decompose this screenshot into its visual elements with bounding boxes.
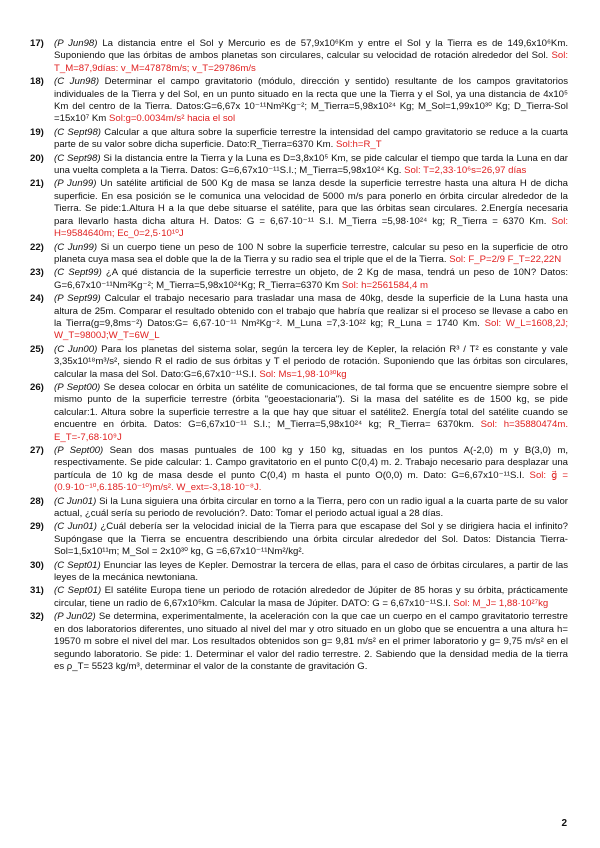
exercise-number: 28) [30,495,44,507]
exam-tag: (C Jun99) [54,241,98,253]
exam-tag: (C Sept99) [54,267,102,279]
solution-text: Sol: H=9584640m; Ec_0=2,5·10¹⁰J [54,215,569,240]
exam-tag: (C Sept98) [54,126,102,138]
exam-tag: (C Sept98) [54,152,101,164]
exercise-number: 19) [30,126,44,138]
exercise-item [30,178,568,240]
exercise-item [30,496,568,521]
exercise-text [54,293,568,343]
solution-text: Sol: h=2561584,4 m [341,279,429,291]
solution-text: Sol:h=R_T [336,139,382,151]
exam-tag: (P Jun98) [54,38,98,49]
exercise-item [30,521,568,558]
solution-text: Sol: M_J= 1,88·10²⁷kg [453,597,549,609]
exercise-statement: Calcular el trabajo necesario para trasladar una masa de 40kg, desde la superficie de la Luna hasta una altura de 25m. Comparar el resultado obtenido con el trabajo que habría que realizar si el proceso se llevase a cabo en la Tierra(g=9,8ms⁻²) Datos:G= 6,67·10⁻¹¹ Nm²Kg⁻². M_Luna =7,3·10²² kg; R_Luna = 1740 Km. [54,293,568,329]
exercise-number: 20) [30,152,44,164]
exercise-statement: Sean dos masas puntuales de 100 kg y 150 kg, situadas en los puntos A(-2,0) m y B(3,0) m, respectivamente. Se pide calcular: 1. Campo gravitatorio en el punto C(0,4) m. 2. Trabajo necesario para desplazar una partícula de 10 kg de masa desde el punto C(0,4) m hasta el punto O(0,0) m. Dato: G=6,67x10⁻¹¹S.I. [54,445,568,481]
exercise-statement: Se desea colocar en órbita un satélite de comunicaciones, de tal forma que se encuentre siempre sobre el mismo punto de la superficie terrestre (órbita "geoestacionaria"). Si la masa del satélite es de 1500 kg, se pide calcular:1. Altura sobre la superficie terrestre a la que hay que situar el satélite2. Energía total del satélite cuando se encuentre en órbita. Datos: G=6,67x10⁻¹¹ S.I.; M_Tierra=5,98x10²⁴ kg; R_Tierra= 6370km. [54,381,568,431]
exercise-text [54,267,568,292]
exercise-number: 17) [30,38,44,49]
exercise-text [54,496,568,521]
exercise-statement: ¿A qué distancia de la superficie terrestre un objeto, de 2 Kg de masa, tendrá un peso de 10N? Datos: G=6,67x10⁻¹¹Nm²Kg⁻²; M_Tierra=5,98x10²⁴Kg; R_Tierra=6370 Km [54,267,569,291]
exercise-text [54,153,568,178]
solution-text: Sol: g⃗ = (0.9·10⁻¹⁰,6.185·10⁻¹⁰)m/s². W_ext=-3,18·10⁻⁸J. [54,469,569,494]
exercise-item [30,344,568,381]
exercise-item [30,76,568,126]
exercise-number: 32) [30,611,44,623]
exercise-text [54,242,568,267]
exercise-item [30,611,568,673]
exercise-statement: Si la Luna siguiera una órbita circular en torno a la Tierra, pero con un radio igual a la cuarta parte de su valor actual, ¿cuál sería su periodo de revolución?. Dato: Tomar el periodo actual igual a 28 días. [54,495,568,520]
exercise-statement: Para los planetas del sistema solar, según la tercera ley de Kepler, la relación R³ / T² es constante y vale 3,35x10¹⁸m³/s², siendo R el radio de sus órbitas y T el periodo de rotación. Suponiendo que las órbitas son circulares, calcular la masa del Sol. Dato:G=6,67x10⁻¹¹S.I. [54,343,569,380]
exercise-number: 21) [30,178,44,190]
exercise-statement: Se determina, experimentalmente, la aceleración con la que cae un cuerpo en el campo gravitatorio terrestre en dos laboratorios diferentes, uno situado al nivel del mar y otro situado en un globo que se encuentra a una altura h= 19570 m sobre el nivel del mar. Los resultados obtenidos son g= 9,81 m/s² en el primer laboratorio y g= 9,75 m/s² en el segundo laboratorio. Se pide: 1. Determinar el valor del radio terrestre. 2. Sabiendo que la densidad media de la tierra es ρ_T= 5523 kg/m³, determinar el valor de la constante de gravitación G. [54,611,568,672]
exercise-number: 27) [30,445,44,456]
exercise-number: 26) [30,381,44,393]
exercise-statement: El satélite Europa tiene un periodo de rotación alrededor de Júpiter de 85 horas y su órbita, prácticamente circular, tiene un radio de 6,67x10⁵km. Calcular la masa de Júpiter. DATO: G = 6,67x10⁻¹¹S.I. [54,585,569,609]
exercise-number: 22) [30,241,44,253]
exercise-item [30,267,568,292]
exercise-list [30,38,568,674]
exercise-text [54,611,568,673]
exam-tag: (P Jun99) [54,178,97,190]
exercise-statement: Un satélite artificial de 500 Kg de masa se lanza desde la superficie terrestre hasta una altura H de dicha superficie. En esa posición se le comunica una velocidad de 5000 m/s para ponerlo en órbita circular alrededor de la Tierra. Se pide:1.Altura H a la que debe situarse el satélite, para que las órbitas sean circulares. 2.Energía necesaria para llevarlo hasta dicha altura H. Datos: G = 6,67·10⁻¹¹ S.I. M_Tierra =5,98·10²⁴ kg; R_Tierra = 6370 Km. [54,178,568,227]
exercise-statement: La distancia entre el Sol y Mercurio es de 57,9x10⁶Km y entre el Sol y la Tierra es de 149,6x10⁶Km. Suponiendo que las órbitas de ambos planetas son circulares, calcular su velocidad de rotación alrededor del Sol. [54,38,568,62]
exam-tag: (C Jun00) [54,343,98,355]
exercise-item [30,38,568,75]
exercise-text [54,560,568,585]
exercise-statement: ¿Cuál debería ser la velocidad inicial de la Tierra para que escapase del Sol y se dirigiera hacia el infinito? Supóngase que la Tierra se encuentra describiendo una órbita circular alrededor del Sol. Datos: Distancia Tierra-Sol=1,5x10¹¹m; M_Sol = 2x10³⁰ kg, G =6,67x10⁻¹¹Nm²/kg². [54,521,569,558]
exam-tag: (C Sept01) [54,585,102,597]
exam-tag: (P Sept00) [54,445,104,456]
solution-text: Sol: F_P=2/9 F_T=22,22N [449,253,562,265]
exercise-number: 23) [30,267,44,279]
exercise-text [54,445,568,495]
exam-tag: (C Jun98) [54,76,100,88]
exercise-number: 31) [30,585,44,597]
exercise-number: 18) [30,76,44,88]
solution-text: Sol: T_M=87,9días: v_M=47878m/s; v_T=29786m/s [54,50,569,74]
page-number: 2 [561,818,567,829]
exercise-text [54,127,568,152]
solution-text: Sol: W_L=1608,2J; W_T=9800J;W_T=6W_L [54,317,568,342]
exam-tag: (C Jun01) [54,495,97,507]
exercise-statement: Si un cuerpo tiene un peso de 100 N sobre la superficie terrestre, calcular su peso en la superficie de otro planeta cuya masa sea el doble que la de la Tierra y su radio sea el triple que el de la Tierra. [54,241,568,265]
exam-tag: (P Jun02) [54,611,96,623]
exercise-statement: Calcular a que altura sobre la superficie terrestre la intensidad del campo gravitatorio se reduce a la cuarta parte de su valor sobre dicha superficie. Dato:R_Tierra=6370 Km. [54,126,569,151]
exercise-text [54,382,568,444]
exercise-statement: Enunciar las leyes de Kepler. Demostrar la tercera de ellas, para el caso de órbitas circulares, a partir de las leyes de la mecánica newtoniana. [54,559,569,584]
exercise-number: 29) [30,521,44,533]
exercise-number: 25) [30,343,44,355]
exercise-item [30,153,568,178]
exercise-statement: Si la distancia entre la Tierra y la Luna es D=3,8x10⁵ Km, se pide calcular el tiempo que tarda la Luna en dar una vuelta completa a la Tierra. Datos: G=6,67x10⁻¹¹S.I.; M_Tierra=5,98x10²⁴ Kg. [54,152,569,177]
exam-tag: (P Sept99) [54,293,101,305]
exercise-item [30,242,568,267]
exercise-text [54,178,568,240]
exercise-number: 30) [30,559,44,571]
exercise-text [54,76,568,126]
solution-text: Sol: T=2,33·10⁶s=26,97 días [404,165,527,177]
solution-text: Sol:g=0.0034m/s² hacia el sol [108,113,236,125]
solution-text: Sol: h=35880474m. E_T=-7,68·10⁹J [54,419,568,443]
exercise-item [30,127,568,152]
exam-tag: (C Sept01) [54,559,101,571]
exercise-text [54,585,568,610]
exercise-item [30,293,568,343]
solution-text: Sol: Ms=1,98·10³⁰kg [259,368,347,380]
exercise-item [30,445,568,495]
exam-tag: (C Jun01) [54,521,97,533]
exercise-statement: Determinar el campo gravitatorio (módulo, dirección y sentido) resultante de los campos gravitatorios individuales de la Tierra y del Sol, en un punto situado en la recta que une la Tierra y el Sol, ya una distancia de 4x10⁵ Km del centro de la Tierra. Datos:G=6,67x 10⁻¹¹Nm²Kg⁻²; M_Tierra=5,98x10²⁴ Kg; M_Sol=1,99x10³⁰ Kg; D_Tierra-Sol =15x10⁷ Km [54,76,568,125]
exercise-item [30,382,568,444]
exercise-text [54,521,568,558]
exercise-item [30,560,568,585]
exercise-number: 24) [30,293,44,305]
exercise-item [30,585,568,610]
exam-tag: (P Sept00) [54,381,101,393]
exercise-text [54,344,568,381]
exercise-text [54,38,568,75]
